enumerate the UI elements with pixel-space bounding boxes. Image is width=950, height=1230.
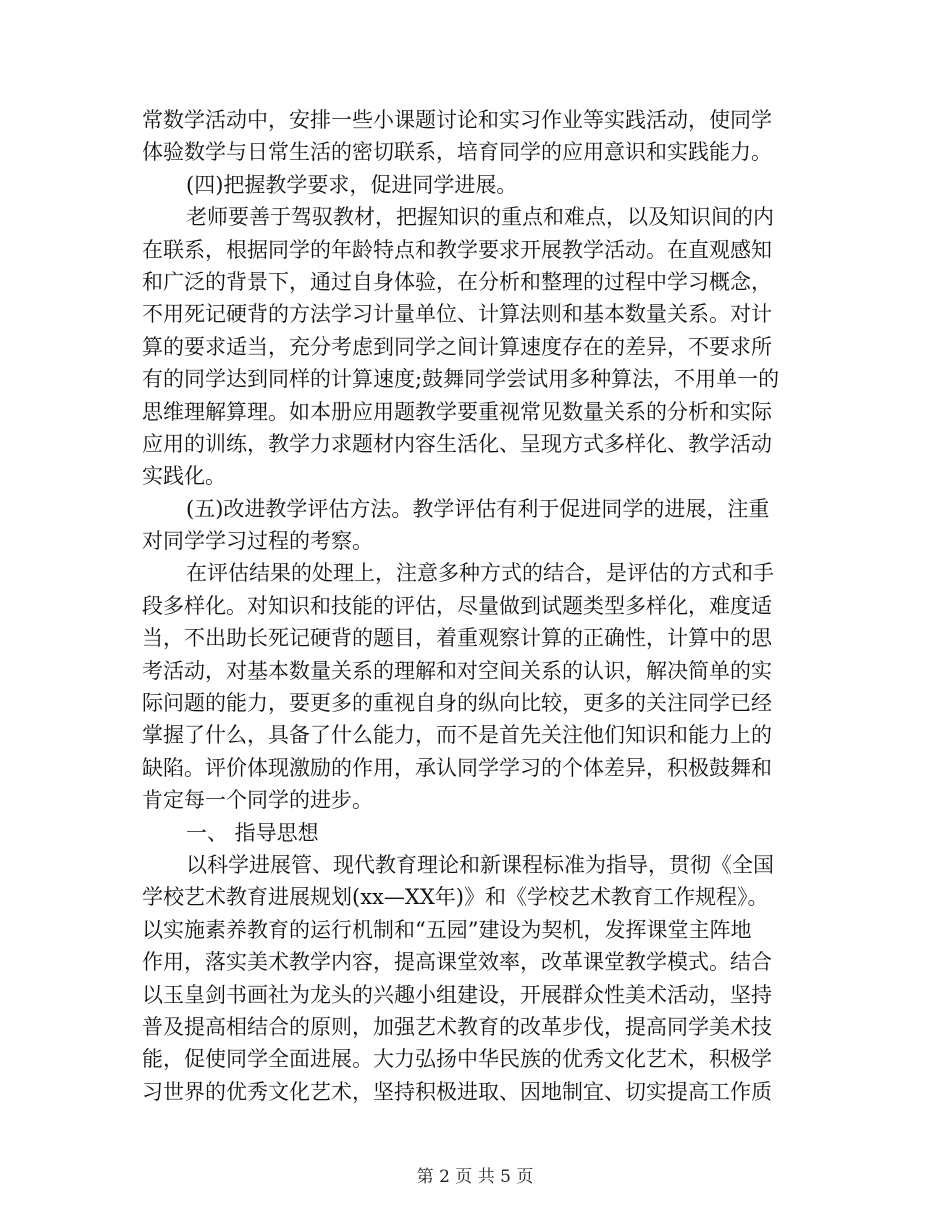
document-body — [142, 104, 810, 1108]
text-line: 在联系，根据同学的年龄特点和教学要求开展教学活动。在直观感知 — [142, 237, 772, 262]
text-line: 应用的训练，教学力求题材内容生活化、呈现方式多样化、教学活动 — [142, 431, 772, 456]
text-line: 思维理解算理。如本册应用题教学要重视常见数量关系的分析和实际 — [142, 399, 772, 424]
text-line: 掌握了什么，具备了什么能力，而不是首先关注他们知识和能力上的 — [142, 723, 772, 748]
text-line: 和广泛的背景下，通过自身体验，在分析和整理的过程中学习概念， — [142, 269, 772, 294]
text-line: 当，不出助长死记硬背的题目，着重观察计算的正确性，计算中的思 — [142, 626, 772, 651]
text-line: 不用死记硬背的方法学习计量单位、计算法则和基本数量关系。对计 — [142, 302, 772, 327]
text-line: 体验数学与日常生活的密切联系，培育同学的应用意识和实践能力。 — [142, 140, 772, 165]
text-line: 肯定每一个同学的进步。 — [142, 788, 373, 813]
text-line: 作用，落实美术教学内容，提高课堂效率，改革课堂教学模式。结合 — [142, 950, 772, 975]
text-line: 段多样化。对知识和技能的评估，尽量做到试题类型多样化，难度适 — [142, 593, 772, 618]
text-line: 习世界的优秀文化艺术，坚持积极进取、因地制宜、切实提高工作质 — [142, 1079, 772, 1104]
text-line: 以玉皇剑书画社为龙头的兴趣小组建设，开展群众性美术活动，坚持 — [142, 982, 772, 1007]
text-line: 学校艺术教育进展规划(xx—XX年)》和《学校艺术教育工作规程》。 — [142, 885, 769, 910]
text-line: 在评估结果的处理上，注意多种方式的结合，是评估的方式和手 — [186, 561, 774, 586]
text-line: 以实施素养教育的运行机制和“五园”建设为契机，发挥课堂主阵地 — [142, 917, 752, 942]
text-line: 能，促使同学全面进展。大力弘扬中华民族的优秀文化艺术，积极学 — [142, 1047, 772, 1072]
text-line: 实践化。 — [142, 464, 226, 489]
text-line: 考活动，对基本数量关系的理解和对空间关系的认识，解决简单的实 — [142, 658, 772, 683]
text-line: 际问题的能力，要更多的重视自身的纵向比较，更多的关注同学已经 — [142, 691, 772, 716]
section-heading-5: (五)改进教学评估方法。教学评估有利于促进同学的进展，注重 — [186, 496, 770, 521]
section-heading-guiding-ideas: 一、 指导思想 — [186, 820, 319, 845]
text-line: 常数学活动中，安排一些小课题讨论和实习作业等实践活动，使同学 — [142, 108, 772, 132]
text-line: 普及提高相结合的原则，加强艺术教育的改革步伐，提高同学美术技 — [142, 1014, 772, 1039]
text-line: 有的同学达到同样的计算速度;鼓舞同学尝试用多种算法，不用单一的 — [142, 367, 780, 392]
text-line: 算的要求适当，充分考虑到同学之间计算速度存在的差异，不要求所 — [142, 334, 772, 359]
text-line: 老师要善于驾驭教材，把握知识的重点和难点，以及知识间的内 — [186, 205, 774, 230]
text-line: 以科学进展管、现代教育理论和新课程标准为指导，贯彻《全国 — [186, 852, 774, 877]
text-line: 对同学学习过程的考察。 — [142, 529, 373, 554]
page-footer: 第 2 页 共 5 页 — [416, 1167, 534, 1187]
text-line: 缺陷。评价体现激励的作用，承认同学学习的个体差异，积极鼓舞和 — [142, 755, 772, 780]
section-heading-4: (四)把握教学要求，促进同学进展。 — [186, 172, 518, 197]
